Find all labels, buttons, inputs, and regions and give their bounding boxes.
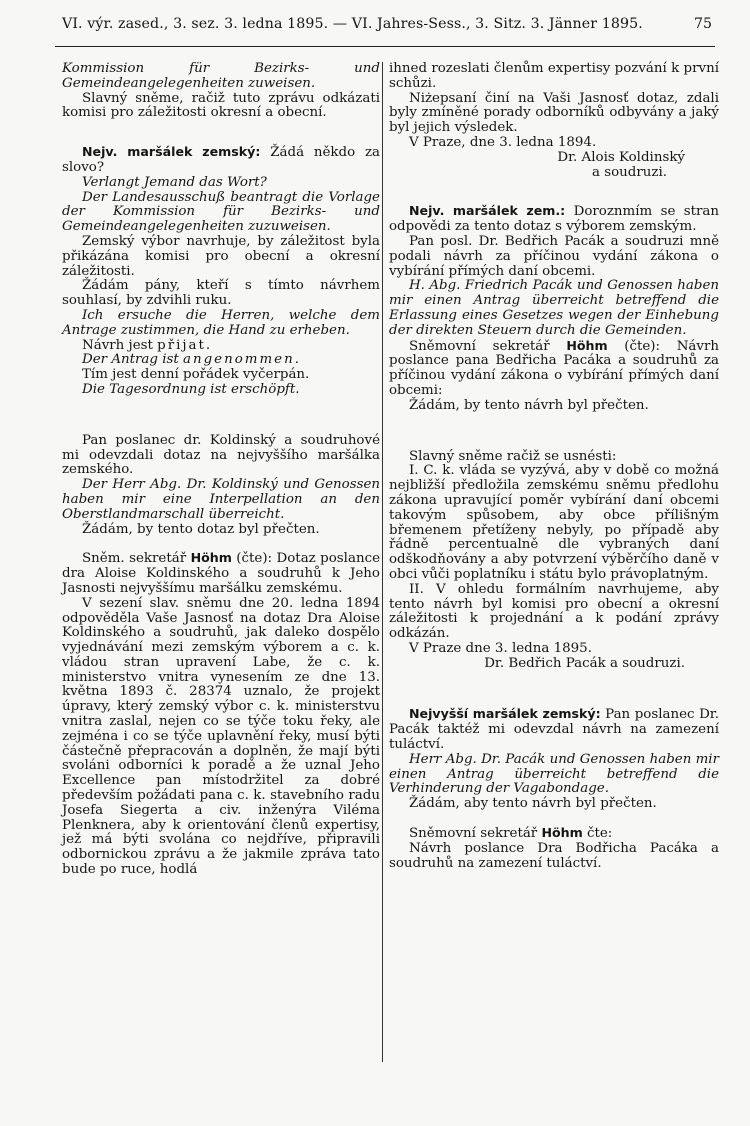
paragraph: Der Landesausschuß beantragt die Vorlage der Kommission für Bezirks- und Gemeindeangelegenheiten zuzuweisen. <box>62 189 380 235</box>
left-column <box>62 62 380 878</box>
page-number: 75 <box>693 16 712 32</box>
paragraph: Pan posl. Dr. Bedřich Pacák a soudruzi mně podali návrh za příčinou vydání zákona o vybírání přímých daní obcemi. <box>389 233 719 279</box>
paragraph: Die Tagesordnung ist erschöpft. <box>82 381 300 397</box>
header-title: VI. výr. zased., 3. sez. 3. ledna 1895. — VI. Jahres-Sess., 3. Sitz. 3. Jänner 1895. <box>62 16 643 32</box>
column-divider <box>382 62 383 1062</box>
paragraph: Pan poslanec dr. Koldinský a soudruhové mi odevzdali dotaz na nejvyššího maršálka zemského. <box>62 432 380 478</box>
paragraph: Ich ersuche die Herren, welche dem Antrage zustimmen, die Hand zu erheben. <box>62 307 380 338</box>
speech: Sněm. sekretář Höhm (čte): Dotaz poslance dra Aloise Koldinského a soudruhů k Jeho Jasnosti nejvyššímu maršálku zemskému. <box>62 550 380 596</box>
paragraph: Tím jest denní pořádek vyčerpán. <box>82 367 310 383</box>
paragraph: H. Abg. Friedrich Pacák und Genossen haben mir einen Antrag überreicht betreffend die Erlassung eines Gesetzes wegen der Einhebung der direkten Steuern durch die Gemeinden. <box>389 278 719 338</box>
speech-text: Žádá někdo za slovo? <box>62 145 380 175</box>
paragraph: Verlangt Jemand das Wort? <box>82 174 267 190</box>
date-line: V Praze, dne 3. ledna 1894. <box>409 134 597 150</box>
paragraph: Návrh poslance Dra Bodřicha Pacáka a soudruhů na zamezení tuláctví. <box>389 840 719 871</box>
signature: Dr. Bedřich Pacák a soudruzi. <box>484 655 685 671</box>
paragraph: Žádám, aby tento návrh byl přečten. <box>409 796 657 812</box>
signature: a soudruzi. <box>592 164 667 180</box>
speech: Sněmovní sekretář Höhm čte: <box>409 825 613 842</box>
header-rule <box>55 46 715 47</box>
emphasis: přijat. <box>157 337 213 353</box>
paragraph: Herr Abg. Dr. Pacák und Genossen haben mir einen Antrag überreicht betreffend die Verhinderung der Vagabondage. <box>389 751 719 797</box>
paragraph: Návrh jest přijat. <box>82 337 213 353</box>
speech: Nejvyšší maršálek zemský: Pan poslanec Dr. Pacák taktéž mi odevzdal návrh na zamezení tuláctví. <box>389 706 719 753</box>
paragraph: Der Herr Abg. Dr. Koldinský und Genossen haben mir eine Interpellation an den Oberstlandmarschall überreicht. <box>62 477 380 522</box>
paragraph: ihned rozeslati členům expertisy pozvání k první schůzi. <box>389 61 719 91</box>
paragraph: V sezení slav. sněmu dne 20. ledna 1894 odpověděla Vaše Jasnosť na dotaz Dra Aloise Koldinského a soudruhů, jak daleko dospělo vyjednávání mezi zemským výborem a c. k. vládou stran upravení Labe, že c. k. ministerstvo vnitra vynesením ze dne 13. května 1893 č. 28374 uznalo, že projekt úpravy, který zemský výbor c. k. ministerstvu vnitra zaslal, nejen co se týče toku řeky, ale zejména i co se týče uplavnění řeky, musí býti částečně přepracován a doplněn, že mají býti svoláni odborníci k poradě a že uznal Jeho Excellence pan místodržitel za dobré především požádati pana c. k. stavebního radu Josefa Siegerta a civ. inženýra Viléma Plenknera, aby k orientování členů expertisy, jež má býti svolána co nejdříve, připravili odbornickou zprávu a že jakmile zpráva tato bude po ruce, hodlá <box>62 595 380 878</box>
date-line: V Praze dne 3. ledna 1895. <box>409 640 592 656</box>
paragraph: Kommission für Bezirks- und Gemeindeangelegenheiten zuweisen. <box>62 61 380 91</box>
paragraph: Slavný sněme, račiž tuto zprávu odkázati komisi pro záležitosti okresní a obecní. <box>62 90 380 121</box>
signature: Dr. Alois Koldinský <box>557 149 685 165</box>
paragraph: Žádám, by tento návrh byl přečten. <box>409 397 649 413</box>
speaker-label: Nejvyšší maršálek zemský: <box>409 706 601 722</box>
paragraph: Niżepsaní činí na Vaši Jasnosť dotaz, zdali byly zmíněné porady odborníků odbyvány a jaký byl jejich výsledek. <box>389 90 719 136</box>
speech <box>62 145 380 176</box>
speaker-label: Nejv. maršálek zemský: <box>82 144 261 160</box>
emphasis: angenommen. <box>183 352 301 368</box>
paragraph: Žádám, by tento dotaz byl přečten. <box>82 521 320 537</box>
paragraph: Der Antrag ist angenommen. <box>82 352 301 368</box>
speech: Sněmovní sekretář Höhm (čte): Návrh poslance pana Bedřicha Pacáka a soudruhů za příčinou vydání zákona o vybírání přímých daní obcemi: <box>389 337 719 398</box>
paragraph: I. C. k. vláda se vyzývá, aby v době co možná nejbližší předložila zemskému sněmu předlohu zákona upravující poměr vybírání daní obcemi takovým spůsobem, aby obce přílišným břemenem přetíženy nebyly, po případě aby řádně percentualně dle vybraných daní odškodňovány a aby potvrzení výběrčího daně v obci vůči poplatníku i státu bylo právoplatným. <box>389 463 719 582</box>
speaker-label: Höhm <box>541 825 583 841</box>
paragraph: Zemský výbor navrhuje, by záležitost byla přikázána komisi pro obecní a okresní záležitosti. <box>62 233 380 279</box>
running-header <box>62 16 712 40</box>
speaker-label: Höhm <box>566 337 608 353</box>
speaker-label: Nejv. maršálek zem.: <box>409 203 566 219</box>
right-column <box>389 62 719 871</box>
paragraph: Žádám pány, kteří s tímto návrhem souhlasí, by zdvihli ruku. <box>62 278 380 309</box>
paragraph: II. V ohledu formálním navrhujeme, aby tento návrh byl komisi pro obecní a okresní záležitosti k projednání a k podání zprávy odkázán. <box>389 581 719 642</box>
paragraph: Slavný sněme račiž se usnésti: <box>409 448 617 464</box>
speaker-label: Höhm <box>190 550 232 566</box>
speech: Nejv. maršálek zem.: Doroznmím se stran odpovědi za tento dotaz s výborem zemským. <box>389 203 719 235</box>
